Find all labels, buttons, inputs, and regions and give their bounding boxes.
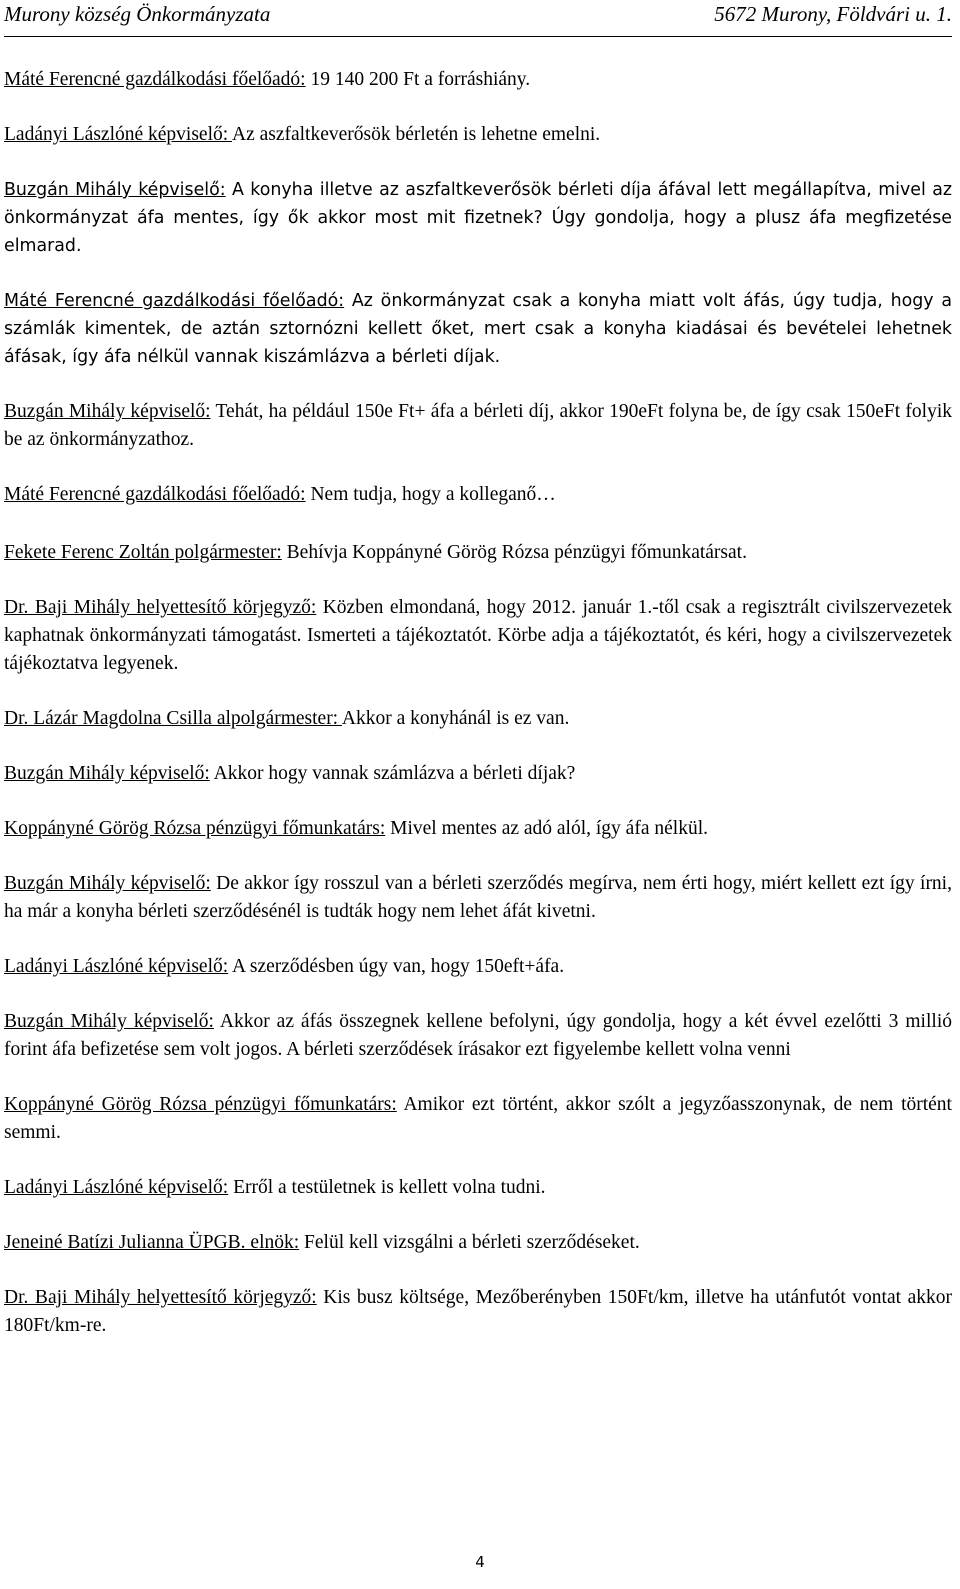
paragraph bbox=[4, 953, 952, 981]
statement: A konyha illetve az aszfaltkeverősök bérleti díja áfával lett megállapítva, mivel az önkormányzat áfa mentes, így ők akkor most mit fizetnek? Úgy gondolja, hogy a plusz áfa megfizetése elmarad. bbox=[4, 180, 952, 256]
paragraph bbox=[4, 1229, 952, 1257]
paragraph bbox=[4, 760, 952, 788]
speaker: Máté Ferencné gazdálkodási főelőadó: bbox=[4, 69, 306, 90]
paragraph bbox=[4, 539, 952, 567]
header-organization: Murony község Önkormányzata bbox=[4, 2, 271, 26]
statement: Erről a testületnek is kellett volna tudni. bbox=[228, 1177, 546, 1198]
speaker: Ladányi Lászlóné képviselő: bbox=[4, 1177, 229, 1198]
statement: Behívja Koppányné Görög Rózsa pénzügyi főmunkatársat. bbox=[281, 542, 747, 563]
speaker: Buzgán Mihály képviselő: bbox=[4, 763, 210, 784]
statement: Mivel mentes az adó alól, így áfa nélkül. bbox=[385, 818, 708, 839]
paragraph bbox=[4, 1174, 952, 1202]
statement: Akkor a konyhánál is ez van. bbox=[341, 708, 570, 729]
statement: Az aszfaltkeverősök bérletén is lehetne emelni. bbox=[231, 124, 601, 145]
paragraph bbox=[4, 176, 952, 260]
speaker: Fekete Ferenc Zoltán polgármester: bbox=[4, 542, 282, 563]
paragraph bbox=[4, 398, 952, 454]
page-header bbox=[4, 0, 952, 37]
statement: Felül kell vizsgálni a bérleti szerződéseket. bbox=[299, 1232, 640, 1253]
speaker: Buzgán Mihály képviselő: bbox=[4, 401, 211, 422]
paragraph bbox=[4, 870, 952, 926]
statement: Amikor ezt történt, akkor szólt a jegyzőasszonynak, de nem történt semmi. bbox=[4, 1094, 952, 1143]
statement: Az önkormányzat csak a konyha miatt volt áfás, úgy tudja, hogy a számlák kimentek, de aztán sztornózni kellett őket, mert csak a konyha kiadásai és bevételei lehetnek áfásak, így áfa nélkül vannak kiszámlázva a bérleti díjak. bbox=[4, 291, 952, 367]
speaker: Máté Ferencné gazdálkodási főelőadó: bbox=[4, 291, 345, 311]
paragraph bbox=[4, 287, 952, 371]
speaker: Máté Ferencné gazdálkodási főelőadó: bbox=[4, 484, 306, 505]
paragraph bbox=[4, 815, 952, 843]
paragraph bbox=[4, 121, 952, 149]
header-address: 5672 Murony, Földvári u. 1. bbox=[714, 2, 952, 26]
statement: Közben elmondaná, hogy 2012. január 1.-től csak a regisztrált civilszervezetek kaphatnak önkormányzati támogatást. Ismerteti a tájékoztatót. Körbe adja a tájékoztatót, és kéri, hogy a civilszervezetek tájékoztatva legyenek. bbox=[4, 597, 952, 674]
statement: De akkor így rosszul van a bérleti szerződés megírva, nem érti hogy, miért kellett ezt így írni, ha már a konyha bérleti szerződésénél is tudták hogy nem lehet áfát kivetni. bbox=[4, 873, 952, 922]
paragraph bbox=[4, 594, 952, 678]
speaker: Dr. Baji Mihály helyettesítő körjegyző: bbox=[4, 597, 317, 618]
speaker: Ladányi Lászlóné képviselő: bbox=[4, 124, 232, 145]
speaker: Ladányi Lászlóné képviselő: bbox=[4, 956, 229, 977]
speaker: Buzgán Mihály képviselő: bbox=[4, 1011, 214, 1032]
speaker: Koppányné Görög Rózsa pénzügyi főmunkatárs: bbox=[4, 1094, 397, 1115]
paragraph bbox=[4, 481, 952, 509]
paragraph bbox=[4, 1284, 952, 1340]
speaker: Buzgán Mihály képviselő: bbox=[4, 873, 211, 894]
paragraph bbox=[4, 1091, 952, 1147]
statement: A szerződésben úgy van, hogy 150eft+áfa. bbox=[228, 956, 565, 977]
statement: Nem tudja, hogy a kolleganő… bbox=[305, 484, 556, 505]
speaker: Dr. Baji Mihály helyettesítő körjegyző: bbox=[4, 1287, 317, 1308]
speaker: Jeneiné Batízi Julianna ÜPGB. elnök: bbox=[4, 1232, 300, 1253]
statement: Kis busz költsége, Mezőberényben 150Ft/km, illetve ha utánfutót vontat akkor 180Ft/km-re. bbox=[4, 1287, 952, 1336]
paragraph bbox=[4, 705, 952, 733]
statement: Tehát, ha például 150e Ft+ áfa a bérleti díj, akkor 190eFt folyna be, de így csak 150eFt folyik be az önkormányzathoz. bbox=[4, 401, 952, 450]
statement: 19 140 200 Ft a forráshiány. bbox=[305, 69, 531, 90]
speaker: Koppányné Görög Rózsa pénzügyi főmunkatárs: bbox=[4, 818, 386, 839]
statement: Akkor hogy vannak számlázva a bérleti díjak? bbox=[209, 763, 576, 784]
paragraph bbox=[4, 66, 952, 94]
statement: Akkor az áfás összegnek kellene befolyni, úgy gondolja, hogy a két évvel ezelőtti 3 millió forint áfa befizetése sem volt jogos. A bérleti szerződések írásakor ezt figyelembe kellett volna venni bbox=[4, 1011, 952, 1060]
minutes-body bbox=[4, 66, 952, 1367]
paragraph bbox=[4, 1008, 952, 1064]
page-number: 4 bbox=[475, 1553, 485, 1571]
speaker: Dr. Lázár Magdolna Csilla alpolgármester: bbox=[4, 708, 342, 729]
speaker: Buzgán Mihály képviselő: bbox=[4, 180, 226, 200]
